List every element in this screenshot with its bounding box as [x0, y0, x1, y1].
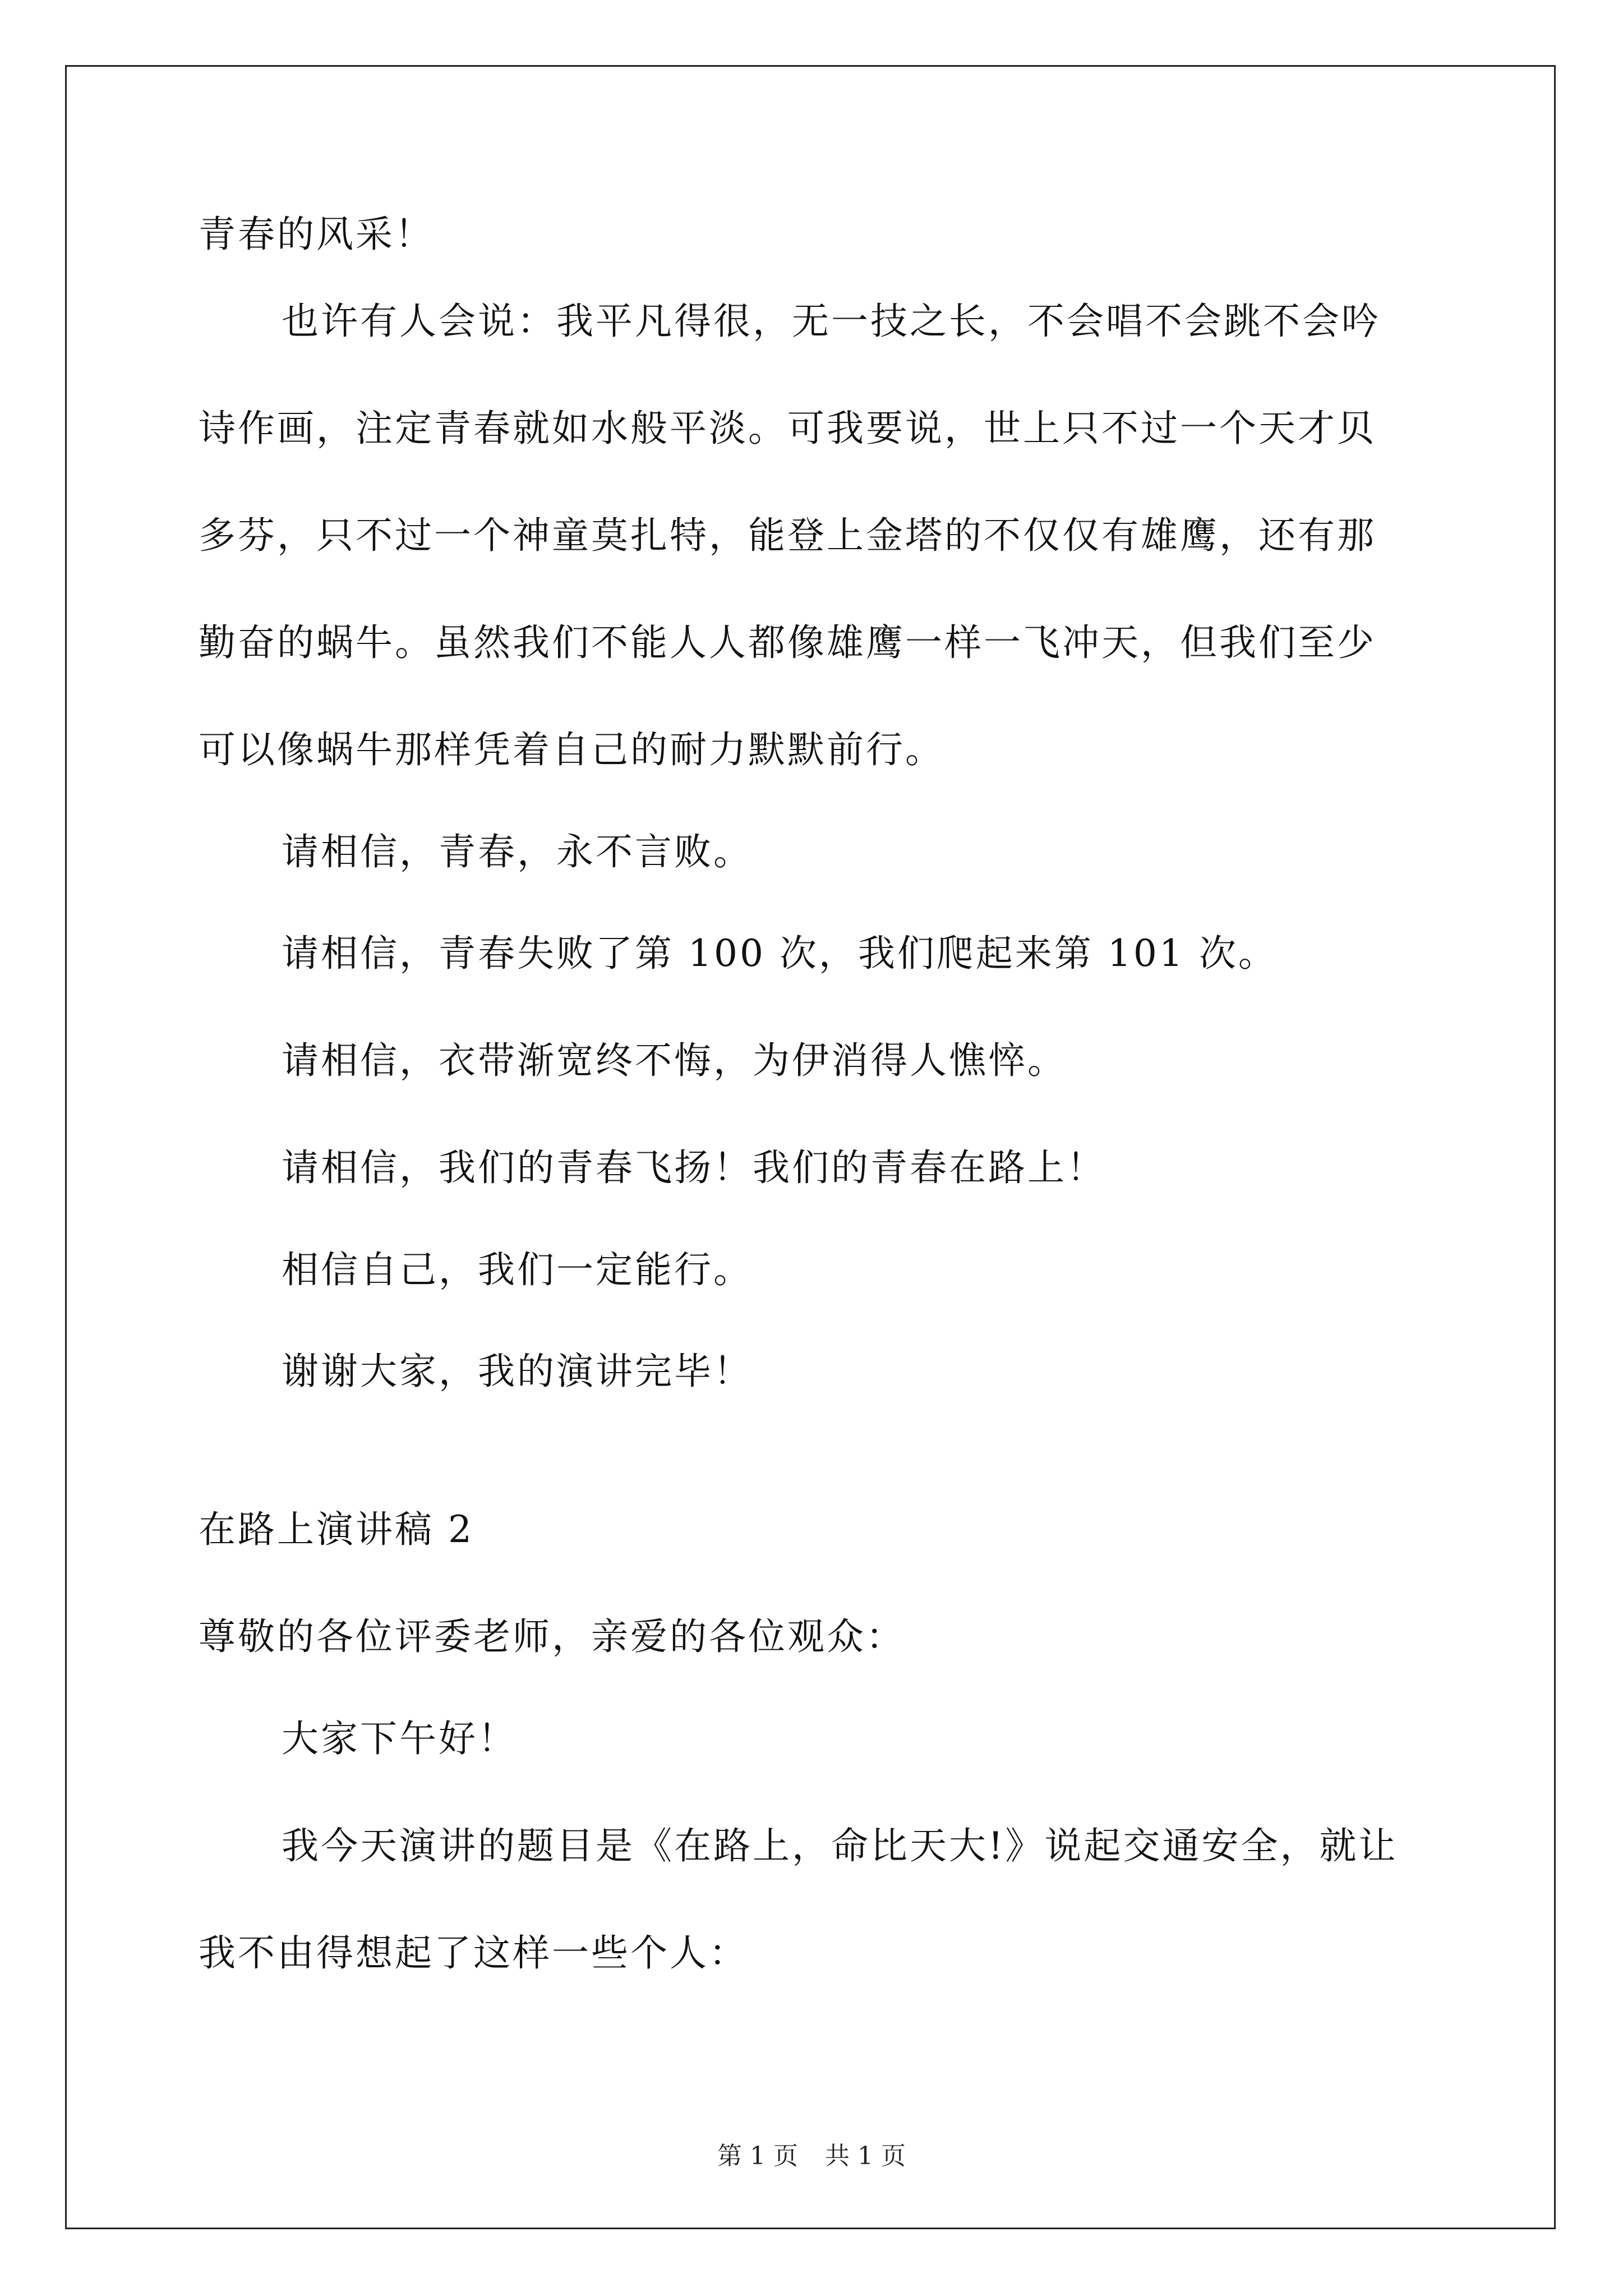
text-line: 请相信，青春，永不言败。 — [282, 830, 753, 873]
text-line: 大家下午好！ — [282, 1717, 517, 1760]
text-line: 请相信，我们的青春飞扬！我们的青春在路上！ — [282, 1146, 1106, 1189]
text-line: 诗作画，注定青春就如水般平淡。可我要说，世上只不过一个天才贝 — [199, 407, 1376, 450]
text-line: 相信自己，我们一定能行。 — [282, 1248, 753, 1291]
text-line: 也许有人会说：我平凡得很，无一技之长，不会唱不会跳不会吟 — [282, 300, 1381, 343]
page-footer — [0, 2139, 1623, 2173]
text-line: 勤奋的蜗牛。虽然我们不能人人都像雄鹰一样一飞冲天，但我们至少 — [199, 621, 1376, 664]
text-line: 我不由得想起了这样一些个人： — [199, 1931, 748, 1975]
page-total: 共 1 页 — [825, 2142, 906, 2170]
text-line: 谢谢大家，我的演讲完毕！ — [282, 1350, 753, 1393]
page-number: 第 1 页 — [717, 2142, 798, 2170]
text-line: 我今天演讲的题目是《在路上，命比天大!》说起交通安全，就让 — [282, 1824, 1398, 1867]
text-line: 请相信，青春失败了第 100 次，我们爬起来第 101 次。 — [282, 932, 1278, 975]
text-line: 多芬，只不过一个神童莫扎特，能登上金塔的不仅仅有雄鹰，还有那 — [199, 514, 1376, 557]
text-line: 请相信，衣带渐宽终不悔，为伊消得人憔悴。 — [282, 1039, 1067, 1082]
section-heading: 在路上演讲稿 2 — [199, 1508, 474, 1551]
text-line: 青春的风采！ — [199, 213, 434, 256]
text-line: 可以像蜗牛那样凭着自己的耐力默默前行。 — [199, 728, 944, 771]
text-line: 尊敬的各位评委老师，亲爱的各位观众： — [199, 1615, 905, 1658]
